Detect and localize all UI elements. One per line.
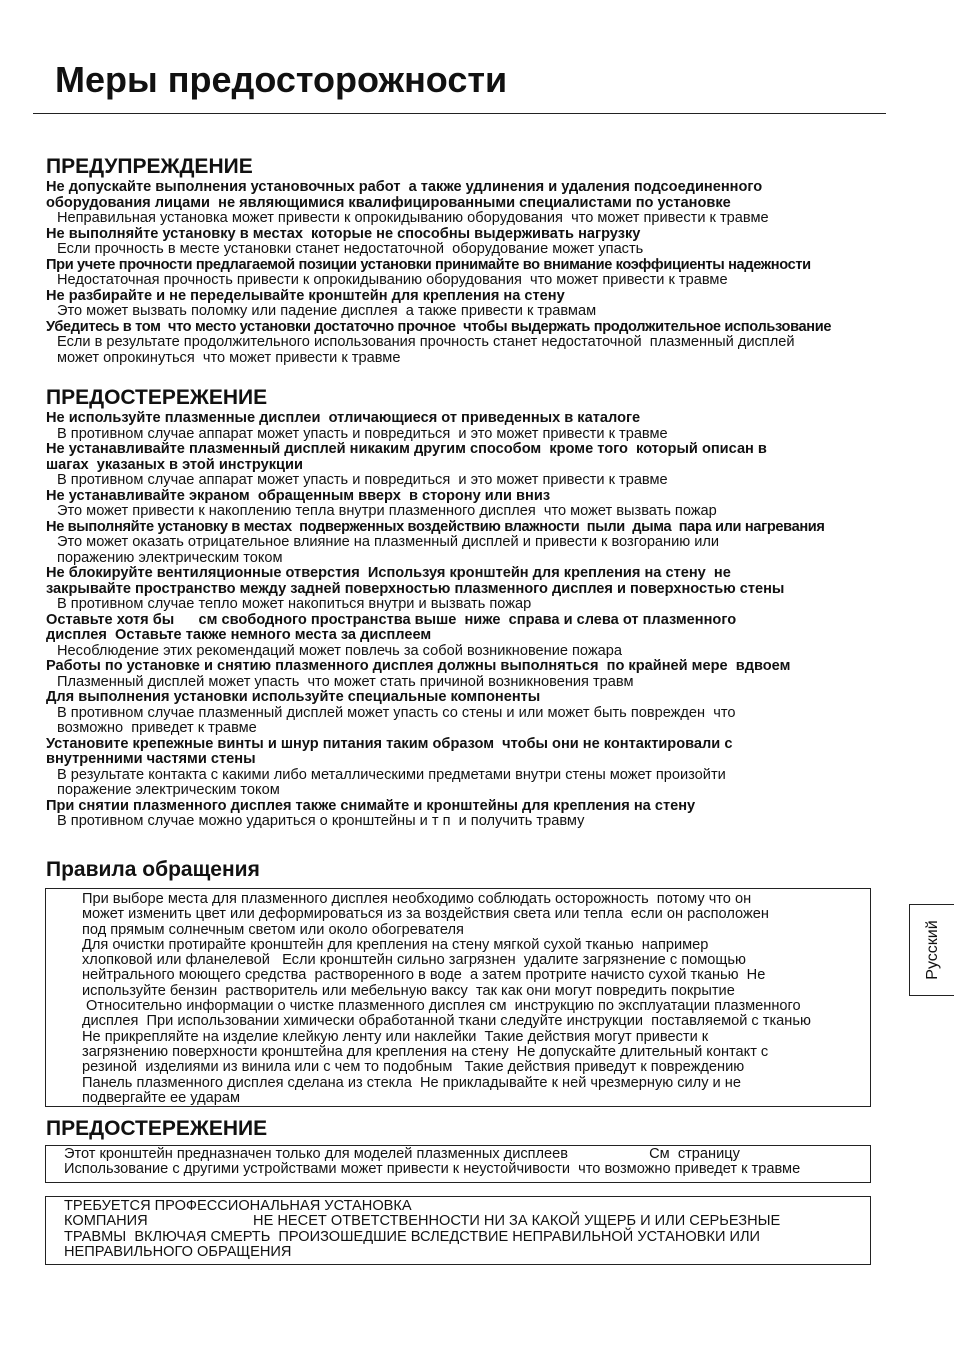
text-line: дисплея При использовании химически обработанной ткани следуйте инструкции поставляемой с тканью [82,1013,811,1030]
item-heading: При снятии плазменного дисплея также снимайте и кронштейны для крепления на стену [46,797,696,814]
item-description: Если прочность в месте установки станет недостаточной оборудование может упасть [57,241,644,257]
caution-heading: ПРЕДОСТЕРЕЖЕНИЕ [46,386,268,409]
text-line: может изменить цвет или деформироваться из за воздействия света или тепла если он расположен [82,906,769,923]
language-tab-label: Русский [923,920,941,980]
warning-heading: ПРЕДУПРЕЖДЕНИЕ [46,155,253,178]
item-heading: Не выполняйте установку в местах которые не способны выдерживать нагрузку [46,225,641,242]
item-heading: При учете прочности предлагаемой позиции установки принимайте во внимание коэффициенты надежности [46,256,811,273]
item-description: Если в результате продолжительного использования прочность станет недостаточной плазменный дисплей [57,334,795,350]
item-heading: Не блокируйте вентиляционные отверстия Используя кронштейн для крепления на стену не [46,565,731,581]
item-heading: Оставьте хотя бы см свободного пространства выше ниже справа и слева от плазменного [46,611,737,628]
item-heading: Установите крепежные винты и шнур питания таким образом чтобы они не контактировали с [46,735,733,752]
item-heading: внутренними частями стены [46,751,256,767]
item-description: В результате контакта с какими либо металлическими предметами внутри стены может произойти [57,766,726,783]
language-tab [909,904,954,996]
text-line: резиной изделиями из винила или с чем то подобным Такие действия приведут к повреждению [82,1059,745,1076]
item-heading: Не устанавливайте плазменный дисплей никаким другим способом кроме того который описан в [46,441,767,457]
text-line: НЕПРАВИЛЬНОГО ОБРАЩЕНИЯ [64,1243,292,1260]
text-line: нейтрального моющего средства растворенного в воде а затем протрите начисто сухой тканью Не [82,967,766,984]
text-line: При выборе места для плазменного дисплея необходимо соблюдать осторожность потому что он [82,891,752,907]
item-description: В противном случае аппарат может упасть и повредиться и это может привести к травме [57,472,668,488]
item-heading: Работы по установке и снятию плазменного дисплея должны выполняться по крайней мере вдвоем [46,658,791,674]
text-line: под прямым солнечным светом или около обогревателя [82,921,464,938]
item-description: Плазменный дисплей может упасть что может стать причиной возникновения травм [57,673,634,690]
caution-list [46,411,876,830]
warning-list [46,180,876,366]
caution2-heading: ПРЕДОСТЕРЕЖЕНИЕ [46,1117,268,1140]
handling-box [45,888,871,1107]
handling-heading: Правила обращения [46,858,260,881]
item-description: В противном случае тепло может накопиться внутри и вызвать пожар [57,596,532,612]
text-line: Этот кронштейн предназначен только для моделей плазменных дисплеев См страницу [64,1146,740,1162]
item-heading: дисплея Оставьте также немного места за дисплеем [46,627,432,643]
text-line: Не прикрепляйте на изделие клейкую ленту или наклейки Такие действия могут привести к [82,1028,709,1045]
text-line: используйте бензин растворитель или мебельную ваксу так как они могут повредить покрытие [82,982,735,999]
item-heading: Не используйте плазменные дисплеи отличающиеся от приведенных в каталоге [46,410,641,426]
install-notice-box [45,1196,871,1265]
item-heading: Для выполнения установки используйте специальные компоненты [46,689,541,705]
item-heading: Не устанавливайте экраном обращенным вверх в сторону или вниз [46,487,551,504]
item-description: Недостаточная прочность привести к опрокидыванию оборудования что может привести к травме [57,272,728,288]
page-title: Меры предосторожности [55,59,508,100]
item-description: В противном случае аппарат может упасть и повредиться и это может привести к травме [57,425,668,442]
text-line: ТРЕБУЕТСЯ ПРОФЕССИОНАЛЬНАЯ УСТАНОВКА [64,1198,412,1214]
text-line: КОМПАНИЯ НЕ НЕСЕТ ОТВЕТСТВЕННОСТИ НИ ЗА КАКОЙ УЩЕРБ И ИЛИ СЕРЬЕЗНЫЕ [64,1213,781,1230]
item-description: может опрокинуться что может привести к травме [57,349,401,366]
text-line: Панель плазменного дисплея сделана из стекла Не прикладывайте к ней чрезмерную силу и не [82,1074,741,1091]
text-line: загрязнению поверхности кронштейна для крепления на стену Не допускайте длительный контакт с [82,1043,769,1060]
title-rule [33,113,886,114]
item-description: возможно приведет к травме [57,720,257,736]
item-heading: Не выполняйте установку в местах подверженных воздействию влажности пыли дыма пара или нагревания [46,518,825,535]
text-line: Для очистки протирайте кронштейн для крепления на стену мягкой сухой тканью например [82,936,709,953]
item-description: Это может привести к накоплению тепла внутри плазменного дисплея что может вызвать пожар [57,503,717,519]
item-description: Это может оказать отрицательное влияние на плазменный дисплей и привести к возгоранию или [57,534,720,550]
item-heading: шагах указаных в этой инструкции [46,456,303,473]
text-line: ТРАВМЫ ВКЛЮЧАЯ СМЕРТЬ ПРОИЗОШЕДШИЕ ВСЛЕДСТВИЕ НЕПРАВИЛЬНОЙ УСТАНОВКИ ИЛИ [64,1228,761,1245]
item-description: поражение электрическим током [57,782,280,798]
item-description: Это может вызвать поломку или падение дисплея а также привести к травмам [57,303,597,319]
item-heading: Не допускайте выполнения установочных работ а также удлинения и удаления подсоединенного [46,179,763,195]
text-line: подвергайте ее ударам [82,1089,240,1106]
item-heading: Не разбирайте и не переделывайте кронштейн для крепления на стену [46,287,565,304]
item-description: Неправильная установка может привести к опрокидыванию оборудования что может привести к травме [57,210,769,226]
caution2-box [45,1145,871,1183]
item-description: поражению электрическим током [57,549,283,566]
text-line: Относительно информации о чистке плазменного дисплея см инструкцию по эксплуатации плазменного [82,998,801,1015]
item-description: В противном случае плазменный дисплей может упасть со стены и или может быть поврежден что [57,704,736,721]
item-heading: Убедитесь в том что место установки достаточно прочное чтобы выдержать продолжительное использование [46,318,832,335]
item-heading: оборудования лицами не являющимися квалифицированными специалистами по установке [46,194,731,211]
text-line: Использование с другими устройствами может привести к неустойчивости что возможно приведет к травме [64,1161,801,1178]
item-heading: закрывайте пространство между задней поверхностью плазменного дисплея и поверхностью стены [46,580,785,597]
item-description: В противном случае можно удариться о кронштейны и т п и получить травму [57,813,585,829]
text-line: хлопковой или фланелевой Если кронштейн сильно загрязнен удалите загрязнение с помощью [82,952,746,969]
item-description: Несоблюдение этих рекомендаций может повлечь за собой возникновение пожара [57,642,623,659]
